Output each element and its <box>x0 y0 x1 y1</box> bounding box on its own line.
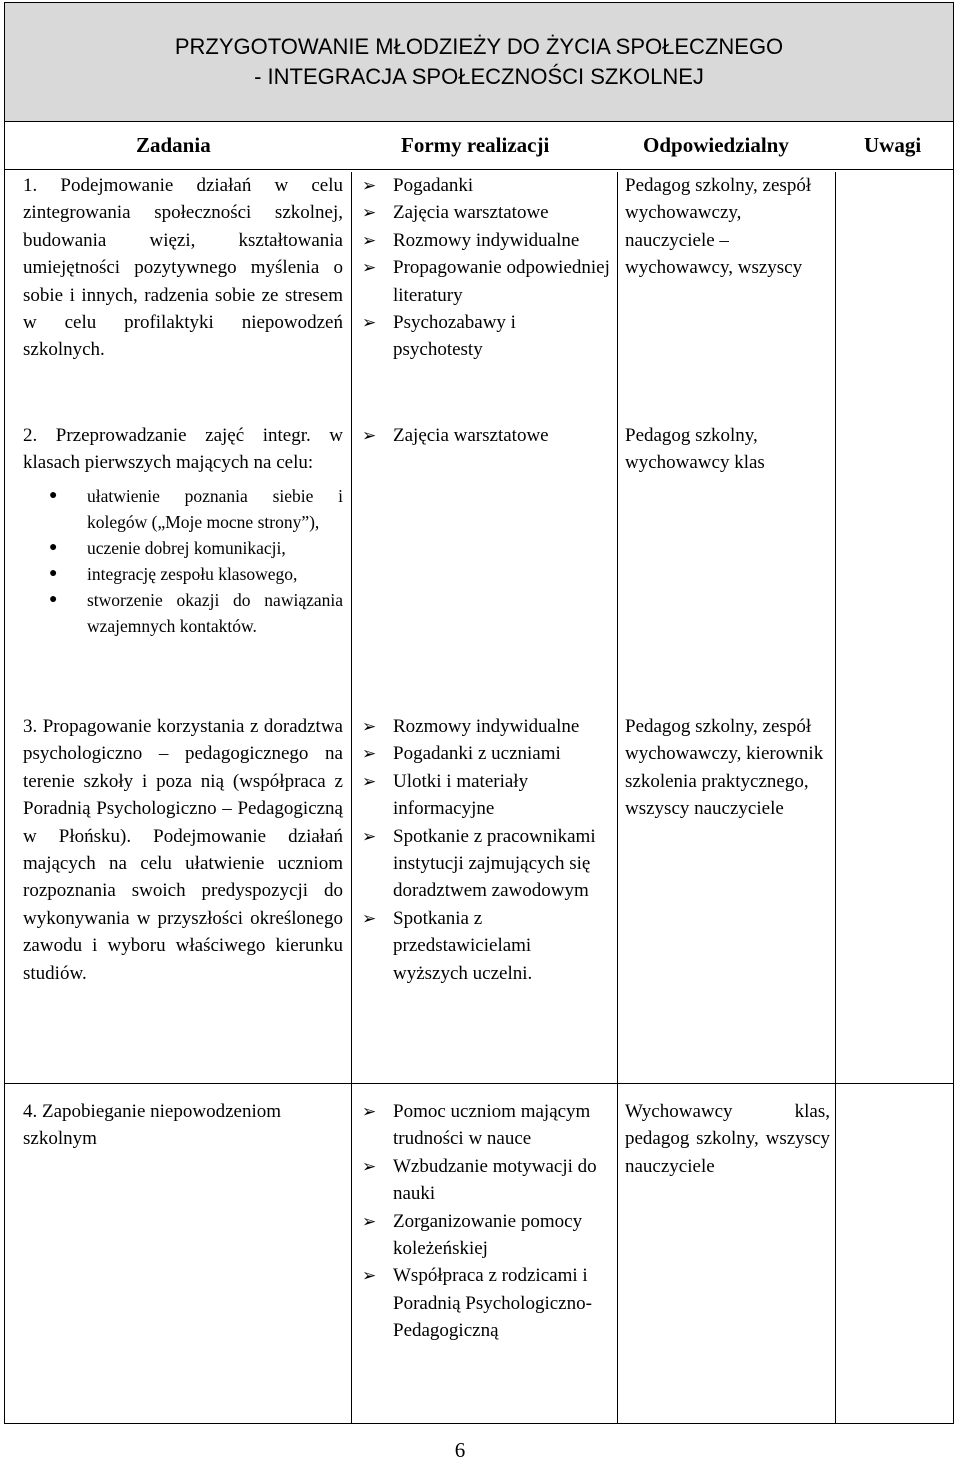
row-4-odpowiedzialny: Wychowawcy klas, pedagog szkolny, wszyscy nauczyciele <box>625 1101 830 1177</box>
document-page <box>4 2 954 1424</box>
arrow-bullet-icon: ➢ <box>362 176 377 195</box>
row-divider <box>5 1083 953 1084</box>
arrow-bullet-icon: ➢ <box>362 1156 377 1176</box>
arrow-bullet-icon: ➢ <box>362 230 377 250</box>
row-4-zadanie: 4. Zapobieganie niepowodzeniom szkolnym <box>23 1101 282 1150</box>
header-formy: Formy realizacji <box>401 133 550 157</box>
bullet-icon: ● <box>49 487 58 503</box>
row-2-formy <box>360 422 610 449</box>
list-item: ➢ Zajęcia warsztatowe <box>360 199 610 226</box>
bullet-icon: ● <box>49 591 58 607</box>
title-box <box>5 3 953 122</box>
title-line-1: PRZYGOTOWANIE MŁODZIEŻY DO ŻYCIA SPOŁECZNEGO <box>174 34 784 59</box>
row-1-formy <box>360 172 610 364</box>
row-2-odpowiedzialny: Pedagog szkolny, wychowawcy klas <box>625 425 765 474</box>
list-item: ● uczenie dobrej komunikacji, <box>67 535 343 561</box>
list-item: ➢ Pomoc uczniom mającym trudności w nauce <box>360 1098 610 1153</box>
list-item: ➢ Rozmowy indywidualne <box>360 713 610 740</box>
list-item: ➢ Rozmowy indywidualne <box>360 227 610 254</box>
list-item: ➢ Psychozabawy i psychotesty <box>360 309 610 364</box>
arrow-bullet-icon: ➢ <box>362 258 377 278</box>
list-item: ➢ Ulotki i materiały informacyjne <box>360 768 610 823</box>
list-item: ➢ Zajęcia warsztatowe <box>360 422 610 449</box>
arrow-bullet-icon: ➢ <box>362 203 377 223</box>
column-divider <box>351 172 352 1423</box>
list-item: ● integrację zespołu klasowego, <box>67 561 343 587</box>
list-item: ● stworzenie okazji do nawiązania wzajemnych kontaktów. <box>67 587 343 639</box>
bullet-icon: ● <box>49 539 58 555</box>
arrow-bullet-icon: ➢ <box>362 771 377 791</box>
list-item: ➢ Pogadanki z uczniami <box>360 740 610 767</box>
arrow-bullet-icon: ➢ <box>362 1102 377 1121</box>
list-item: ➢ Propagowanie odpowiedniej literatury <box>360 254 610 309</box>
list-item: ➢ Pogadanki <box>360 172 610 199</box>
header-uwagi: Uwagi <box>864 133 922 157</box>
title-line-2: - INTEGRACJA SPOŁECZNOŚCI SZKOLNEJ <box>254 64 704 89</box>
arrow-bullet-icon: ➢ <box>362 1266 377 1286</box>
row-3-formy <box>360 713 610 987</box>
header-divider <box>5 169 953 170</box>
arrow-bullet-icon: ➢ <box>362 826 377 846</box>
column-divider <box>617 172 618 1423</box>
header-odpowiedzialny: Odpowiedzialny <box>643 133 789 157</box>
list-item: ● ułatwienie poznania siebie i kolegów („Moje mocne strony”), <box>67 483 343 535</box>
arrow-bullet-icon: ➢ <box>362 1211 377 1231</box>
bullet-icon: ● <box>49 565 58 581</box>
row-4-formy <box>360 1098 610 1345</box>
list-item: ➢ Współpraca z rodzicami i Poradnią Psychologiczno-Pedagogiczną <box>360 1262 610 1344</box>
header-zadania: Zadania <box>136 133 211 157</box>
arrow-bullet-icon: ➢ <box>362 313 377 333</box>
column-divider <box>835 172 836 1423</box>
row-2-zadanie <box>23 422 343 639</box>
arrow-bullet-icon: ➢ <box>362 426 377 445</box>
list-item: ➢ Zorganizowanie pomocy koleżeńskiej <box>360 1208 610 1263</box>
arrow-bullet-icon: ➢ <box>362 908 377 928</box>
list-item: ➢ Wzbudzanie motywacji do nauki <box>360 1153 610 1208</box>
row-3-odpowiedzialny: Pedagog szkolny, zespół wychowawczy, kierownik szkolenia praktycznego, wszyscy nauczyciele <box>625 716 824 820</box>
row-1-odpowiedzialny: Pedagog szkolny, zespół wychowawczy, nauczyciele – wychowawcy, wszyscy <box>625 175 812 279</box>
page-number: 6 <box>454 1438 466 1462</box>
row-3-zadanie: 3. Propagowanie korzystania z doradztwa psychologiczno – pedagogicznego na terenie szkoły i poza nią (współpraca z Poradnią Psychologiczno – Pedagogiczną w Płońsku). Podejmowanie działań mających na celu ułatwienie uczniom rozpoznania swoich predyspozycji do wykonywania w przyszłości określonego zawodu i wyboru właściwego kierunku studiów. <box>23 716 343 984</box>
arrow-bullet-icon: ➢ <box>362 744 377 764</box>
list-item: ➢ Spotkania z przedstawicielami wyższych uczelni. <box>360 905 610 987</box>
list-item: ➢ Spotkanie z pracownikami instytucji zajmujących się doradztwem zawodowym <box>360 823 610 905</box>
arrow-bullet-icon: ➢ <box>362 717 377 736</box>
row-2-intro: 2. Przeprowadzanie zajęć integr. w klasach pierwszych mających na celu: <box>23 425 343 474</box>
row-1-zadanie: 1. Podejmowanie działań w celu zintegrowania społeczności szkolnej, budowania więzi, kształtowania umiejętności pozytywnego myślenia o sobie i innych, radzenia sobie ze stresem w celu profilaktyki niepowodzeń szkolnych. <box>23 175 343 361</box>
